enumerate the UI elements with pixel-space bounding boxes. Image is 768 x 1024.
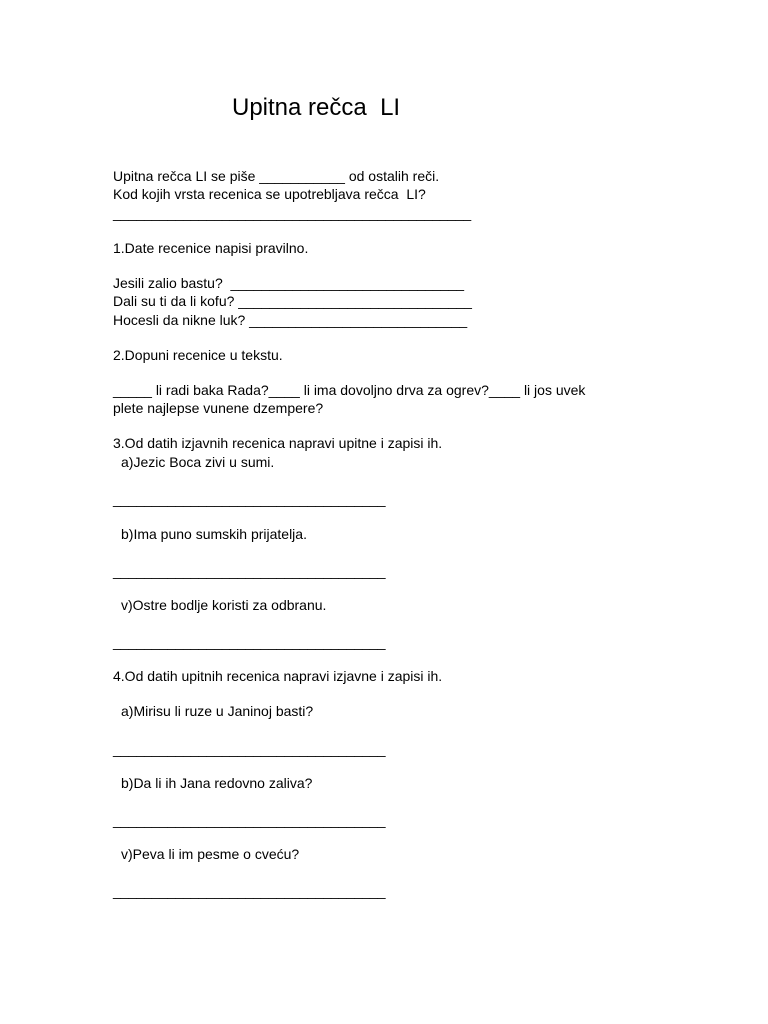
task4-heading: 4.Od datih upitnih recenica napravi izjavne i zapisi ih. (113, 668, 443, 684)
task3-heading: 3.Od datih izjavnih recenica napravi upitne i zapisi ih. (113, 435, 443, 451)
page-title: Upitna rečca LI (232, 94, 401, 121)
intro-line-1: Upitna rečca LI se piše ___________ od ostalih reči. (113, 168, 440, 184)
task3-item-v: v)Ostre bodlje koristi za odbranu. (121, 597, 327, 613)
task4-item-a: a)Mirisu li ruze u Janinoj basti? (121, 703, 314, 719)
task2-heading: 2.Dopuni recenice u tekstu. (113, 347, 283, 363)
task3-answer-line-a: ___________________________________ (113, 491, 386, 507)
task3-item-b: b)Ima puno sumskih prijatelja. (121, 526, 307, 542)
task2-text-line-2: plete najlepse vunene dzempere? (113, 400, 324, 416)
task3-answer-line-v: ___________________________________ (113, 634, 386, 650)
task1-heading: 1.Date recenice napisi pravilno. (113, 240, 309, 256)
task3-item-a: a)Jezic Boca zivi u sumi. (121, 454, 275, 470)
intro-answer-line: ______________________________________________ (113, 205, 472, 221)
task1-sentence-2: Dali su ti da li kofu? ______________________________ (113, 293, 472, 309)
task4-answer-line-b: ___________________________________ (113, 812, 386, 828)
task4-item-v: v)Peva li im pesme o cveću? (121, 846, 300, 862)
intro-line-2: Kod kojih vrsta recenica se upotrebljava rečca LI? (113, 186, 426, 202)
task4-answer-line-v: ___________________________________ (113, 883, 386, 899)
task4-answer-line-a: ___________________________________ (113, 741, 386, 757)
task4-item-b: b)Da li ih Jana redovno zaliva? (121, 775, 313, 791)
task3-answer-line-b: ___________________________________ (113, 563, 386, 579)
task1-sentence-1: Jesili zalio bastu? ______________________________ (113, 275, 465, 291)
task2-text-line-1: _____ li radi baka Rada?____ li ima dovoljno drva za ogrev?____ li jos uvek (113, 382, 586, 398)
task1-sentence-3: Hocesli da nikne luk? ____________________________ (113, 312, 468, 328)
